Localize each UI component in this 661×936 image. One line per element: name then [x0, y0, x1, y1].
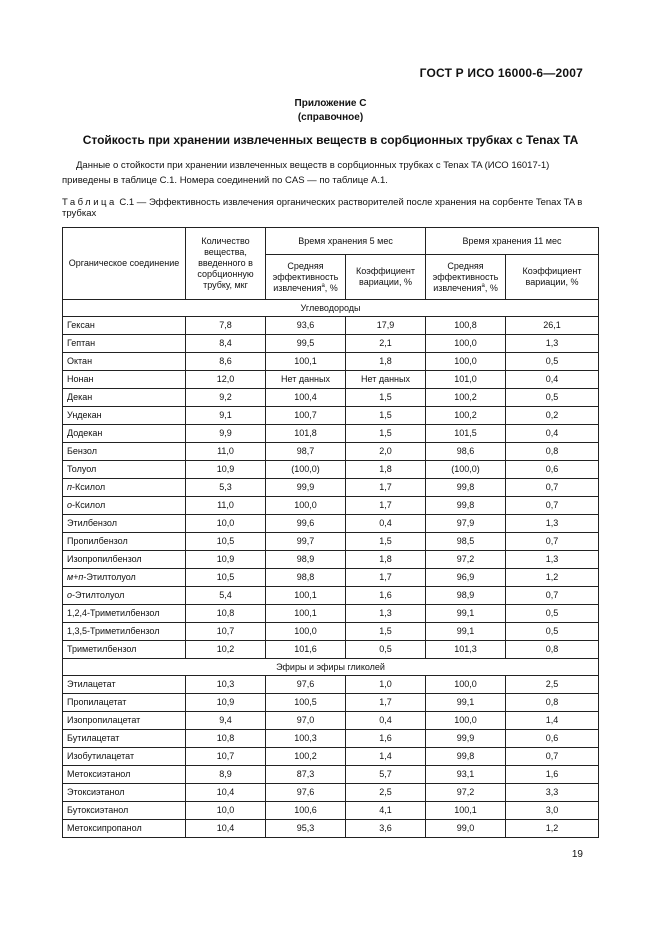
variation-5-cell: 1,7: [346, 694, 426, 712]
compound-name: Метоксиэтанол: [63, 766, 186, 784]
efficiency-11-cell: 99,1: [426, 694, 506, 712]
efficiency-11-cell: 97,2: [426, 784, 506, 802]
efficiency-11-cell: 100,0: [426, 335, 506, 353]
compound-name: Нонан: [63, 371, 186, 389]
efficiency-5-cell: 99,7: [266, 533, 346, 551]
compound-name: Метоксипропанол: [63, 820, 186, 838]
efficiency-5-cell: (100,0): [266, 461, 346, 479]
amount-cell: 9,2: [186, 389, 266, 407]
variation-5-cell: 1,5: [346, 407, 426, 425]
amount-cell: 10,9: [186, 461, 266, 479]
efficiency-5-cell: 97,6: [266, 676, 346, 694]
table-row: [63, 569, 599, 587]
efficiency-5-cell: 100,3: [266, 730, 346, 748]
appendix-heading: [0, 97, 661, 125]
efficiency-11-cell: 99,8: [426, 497, 506, 515]
efficiency-5-cell: 99,5: [266, 335, 346, 353]
amount-cell: 10,2: [186, 641, 266, 659]
table-row: [63, 515, 599, 533]
efficiency-5-cell: Нет данных: [266, 371, 346, 389]
header-amount: Количество вещества, введенного в сорбционную трубку, мкг: [186, 228, 266, 300]
variation-11-cell: 0,8: [506, 694, 599, 712]
variation-11-cell: 3,0: [506, 802, 599, 820]
efficiency-5-cell: 100,0: [266, 623, 346, 641]
variation-11-cell: 1,3: [506, 551, 599, 569]
table-row: [63, 353, 599, 371]
header-time-5-months: Время хранения 5 мес: [266, 228, 426, 255]
compound-name: о-Ксилол: [63, 497, 186, 515]
variation-5-cell: 2,1: [346, 335, 426, 353]
variation-5-cell: 1,8: [346, 353, 426, 371]
efficiency-5-cell: 100,2: [266, 748, 346, 766]
efficiency-5-cell: 93,6: [266, 317, 346, 335]
efficiency-5-cell: 101,8: [266, 425, 346, 443]
table-row: [63, 479, 599, 497]
variation-5-cell: Нет данных: [346, 371, 426, 389]
table-row: [63, 694, 599, 712]
table-row: [63, 551, 599, 569]
header-efficiency-5: Средняя эффективность извлечения$^а$, %: [266, 255, 346, 300]
efficiency-11-cell: 100,0: [426, 712, 506, 730]
compound-name: Этоксиэтанол: [63, 784, 186, 802]
compound-name: Этилацетат: [63, 676, 186, 694]
compound-name: Пропилацетат: [63, 694, 186, 712]
variation-5-cell: 1,5: [346, 623, 426, 641]
variation-5-cell: 5,7: [346, 766, 426, 784]
variation-11-cell: 0,7: [506, 479, 599, 497]
amount-cell: 10,0: [186, 802, 266, 820]
variation-5-cell: 1,6: [346, 730, 426, 748]
amount-cell: 10,7: [186, 623, 266, 641]
compound-name: Бутоксиэтанол: [63, 802, 186, 820]
efficiency-5-cell: 98,9: [266, 551, 346, 569]
amount-cell: 12,0: [186, 371, 266, 389]
table-row: [63, 802, 599, 820]
header-time-11-months: Время хранения 11 мес: [426, 228, 599, 255]
efficiency-5-cell: 97,6: [266, 784, 346, 802]
compound-name: Изопропилбензол: [63, 551, 186, 569]
variation-11-cell: 0,7: [506, 533, 599, 551]
table-row: [63, 443, 599, 461]
variation-11-cell: 0,7: [506, 748, 599, 766]
amount-cell: 8,6: [186, 353, 266, 371]
table-body: [63, 300, 599, 838]
amount-cell: 10,7: [186, 748, 266, 766]
amount-cell: 10,9: [186, 551, 266, 569]
table-row: [63, 389, 599, 407]
compound-name: Декан: [63, 389, 186, 407]
table-row: [63, 623, 599, 641]
efficiency-11-cell: 98,6: [426, 443, 506, 461]
variation-11-cell: 0,6: [506, 730, 599, 748]
variation-5-cell: 1,7: [346, 479, 426, 497]
group-row: [63, 659, 599, 676]
header-variation-5: Коэффициент вариации, %: [346, 255, 426, 300]
compound-name: Изопропилацетат: [63, 712, 186, 730]
compound-name: п-Ксилол: [63, 479, 186, 497]
variation-11-cell: 2,5: [506, 676, 599, 694]
compound-name: Пропилбензол: [63, 533, 186, 551]
variation-5-cell: 1,8: [346, 551, 426, 569]
amount-cell: 10,4: [186, 784, 266, 802]
amount-cell: 8,4: [186, 335, 266, 353]
amount-cell: 10,8: [186, 730, 266, 748]
amount-cell: 8,9: [186, 766, 266, 784]
variation-11-cell: 0,5: [506, 623, 599, 641]
efficiency-5-cell: 100,6: [266, 802, 346, 820]
table-header-row: [63, 228, 599, 255]
variation-5-cell: 1,5: [346, 389, 426, 407]
efficiency-11-cell: 99,1: [426, 623, 506, 641]
efficiency-5-cell: 100,1: [266, 605, 346, 623]
compound-name: Гептан: [63, 335, 186, 353]
efficiency-11-cell: (100,0): [426, 461, 506, 479]
efficiency-5-cell: 100,1: [266, 587, 346, 605]
efficiency-11-cell: 99,1: [426, 605, 506, 623]
efficiency-5-cell: 100,4: [266, 389, 346, 407]
efficiency-11-cell: 99,9: [426, 730, 506, 748]
table-row: [63, 407, 599, 425]
efficiency-5-cell: 98,7: [266, 443, 346, 461]
efficiency-11-cell: 99,8: [426, 748, 506, 766]
variation-11-cell: 0,8: [506, 641, 599, 659]
efficiency-11-cell: 99,8: [426, 479, 506, 497]
variation-5-cell: 2,5: [346, 784, 426, 802]
efficiency-5-cell: 95,3: [266, 820, 346, 838]
table-row: [63, 497, 599, 515]
efficiency-11-cell: 98,9: [426, 587, 506, 605]
group-row: [63, 300, 599, 317]
page-number: 19: [571, 849, 583, 860]
amount-cell: 10,5: [186, 533, 266, 551]
amount-cell: 5,3: [186, 479, 266, 497]
efficiency-11-cell: 99,0: [426, 820, 506, 838]
amount-cell: 10,0: [186, 515, 266, 533]
amount-cell: 11,0: [186, 443, 266, 461]
variation-5-cell: 1,6: [346, 587, 426, 605]
table-row: [63, 317, 599, 335]
variation-5-cell: 1,4: [346, 748, 426, 766]
amount-cell: 10,8: [186, 605, 266, 623]
table-row: [63, 784, 599, 802]
amount-cell: 9,1: [186, 407, 266, 425]
compound-name: м+п-Этилтолуол: [63, 569, 186, 587]
table-row: [63, 533, 599, 551]
efficiency-11-cell: 100,2: [426, 389, 506, 407]
efficiency-5-cell: 101,6: [266, 641, 346, 659]
variation-5-cell: 1,8: [346, 461, 426, 479]
group-title: Углеводороды: [63, 300, 599, 317]
variation-5-cell: 4,1: [346, 802, 426, 820]
compound-name: Триметилбензол: [63, 641, 186, 659]
variation-5-cell: 1,7: [346, 497, 426, 515]
efficiency-11-cell: 100,0: [426, 676, 506, 694]
efficiency-5-cell: 99,9: [266, 479, 346, 497]
efficiency-5-cell: 100,0: [266, 497, 346, 515]
compound-name: 1,3,5-Триметилбензол: [63, 623, 186, 641]
amount-cell: 5,4: [186, 587, 266, 605]
variation-11-cell: 1,6: [506, 766, 599, 784]
table-row: [63, 335, 599, 353]
efficiency-11-cell: 101,5: [426, 425, 506, 443]
table-row: [63, 641, 599, 659]
variation-11-cell: 0,5: [506, 389, 599, 407]
variation-11-cell: 0,5: [506, 353, 599, 371]
table-row: [63, 712, 599, 730]
compound-name: о-Этилтолуол: [63, 587, 186, 605]
efficiency-11-cell: 97,2: [426, 551, 506, 569]
amount-cell: 10,4: [186, 820, 266, 838]
amount-cell: 9,4: [186, 712, 266, 730]
efficiency-11-cell: 100,1: [426, 802, 506, 820]
table-row: [63, 748, 599, 766]
efficiency-11-cell: 98,5: [426, 533, 506, 551]
table-row: [63, 371, 599, 389]
storage-stability-table: [62, 227, 599, 838]
compound-name: Ундекан: [63, 407, 186, 425]
table-row: [63, 820, 599, 838]
variation-5-cell: 0,5: [346, 641, 426, 659]
variation-11-cell: 26,1: [506, 317, 599, 335]
variation-11-cell: 0,4: [506, 425, 599, 443]
variation-11-cell: 0,7: [506, 587, 599, 605]
table-row: [63, 605, 599, 623]
compound-name: Изобутилацетат: [63, 748, 186, 766]
variation-11-cell: 1,2: [506, 820, 599, 838]
efficiency-5-cell: 99,6: [266, 515, 346, 533]
variation-11-cell: 0,4: [506, 371, 599, 389]
variation-5-cell: 1,5: [346, 533, 426, 551]
variation-5-cell: 0,4: [346, 515, 426, 533]
table-row: [63, 676, 599, 694]
efficiency-5-cell: 100,7: [266, 407, 346, 425]
header-compound: Органическое соединение: [63, 228, 186, 300]
variation-11-cell: 1,3: [506, 335, 599, 353]
table-row: [63, 461, 599, 479]
variation-5-cell: 1,5: [346, 425, 426, 443]
variation-5-cell: 1,0: [346, 676, 426, 694]
amount-cell: 10,3: [186, 676, 266, 694]
compound-name: 1,2,4-Триметилбензол: [63, 605, 186, 623]
compound-name: Додекан: [63, 425, 186, 443]
efficiency-5-cell: 100,1: [266, 353, 346, 371]
efficiency-5-cell: 87,3: [266, 766, 346, 784]
group-title: Эфиры и эфиры гликолей: [63, 659, 599, 676]
efficiency-11-cell: 93,1: [426, 766, 506, 784]
table-caption: [62, 197, 597, 219]
appendix-title: Приложение С: [294, 98, 367, 109]
compound-name: Этилбензол: [63, 515, 186, 533]
efficiency-11-cell: 101,3: [426, 641, 506, 659]
table-row: [63, 730, 599, 748]
efficiency-5-cell: 100,5: [266, 694, 346, 712]
amount-cell: 11,0: [186, 497, 266, 515]
variation-11-cell: 1,2: [506, 569, 599, 587]
compound-name: Бутилацетат: [63, 730, 186, 748]
document-header-id: ГОСТ Р ИСО 16000-6—2007: [419, 66, 583, 80]
compound-name: Гексан: [63, 317, 186, 335]
table-caption-label: Таблица: [62, 197, 117, 208]
variation-11-cell: 0,2: [506, 407, 599, 425]
variation-11-cell: 0,7: [506, 497, 599, 515]
amount-cell: 9,9: [186, 425, 266, 443]
efficiency-5-cell: 97,0: [266, 712, 346, 730]
variation-11-cell: 1,4: [506, 712, 599, 730]
variation-11-cell: 1,3: [506, 515, 599, 533]
table-row: [63, 587, 599, 605]
table-caption-text: С.1 — Эффективность извлечения органических растворителей после хранения на сорбенте Tenax TA в трубках: [62, 197, 583, 219]
variation-5-cell: 2,0: [346, 443, 426, 461]
efficiency-5-cell: 98,8: [266, 569, 346, 587]
amount-cell: 10,9: [186, 694, 266, 712]
amount-cell: 7,8: [186, 317, 266, 335]
compound-name: Толуол: [63, 461, 186, 479]
efficiency-11-cell: 100,8: [426, 317, 506, 335]
variation-11-cell: 3,3: [506, 784, 599, 802]
efficiency-11-cell: 96,9: [426, 569, 506, 587]
table-row: [63, 766, 599, 784]
section-title: Стойкость при хранении извлеченных веществ в сорбционных трубках с Tenax TA: [82, 133, 579, 147]
efficiency-11-cell: 100,0: [426, 353, 506, 371]
variation-5-cell: 1,3: [346, 605, 426, 623]
variation-5-cell: 0,4: [346, 712, 426, 730]
efficiency-11-cell: 97,9: [426, 515, 506, 533]
amount-cell: 10,5: [186, 569, 266, 587]
efficiency-11-cell: 100,2: [426, 407, 506, 425]
header-variation-11: Коэффициент вариации, %: [506, 255, 599, 300]
appendix-type: (справочное): [297, 112, 364, 123]
header-efficiency-11: Средняя эффективность извлечения$^а$, %: [426, 255, 506, 300]
variation-11-cell: 0,8: [506, 443, 599, 461]
variation-5-cell: 17,9: [346, 317, 426, 335]
efficiency-11-cell: 101,0: [426, 371, 506, 389]
variation-5-cell: 3,6: [346, 820, 426, 838]
variation-5-cell: 1,7: [346, 569, 426, 587]
intro-paragraph: Данные о стойкости при хранении извлеченных веществ в сорбционных трубках с Tenax TA (ИСО 16017-1) приведены в таблице С.1. Номера соединений по CAS — по таблице А.1.: [62, 160, 550, 186]
variation-11-cell: 0,5: [506, 605, 599, 623]
compound-name: Бензол: [63, 443, 186, 461]
compound-name: Октан: [63, 353, 186, 371]
variation-11-cell: 0,6: [506, 461, 599, 479]
table-row: [63, 425, 599, 443]
